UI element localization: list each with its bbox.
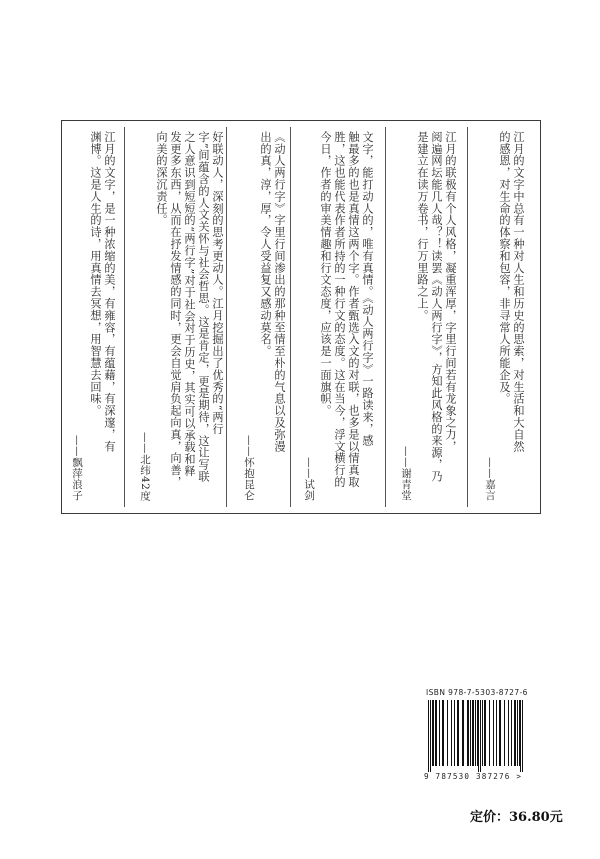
barcode-digits: 9 787530 387276 > — [424, 772, 523, 781]
column-divider — [290, 127, 291, 507]
quote-line: 江月的文字中总有一种对人生和历史的思索，对生活和大自然 — [512, 131, 525, 453]
barcode-bar — [499, 700, 501, 766]
quote-line: 江月的文字，是一种浓缩的美，有雍容，有蕴藉，有深邃，有 — [103, 131, 116, 453]
barcode-bar — [462, 700, 464, 766]
barcode-bar — [504, 700, 505, 766]
barcode-guard-bar — [520, 700, 521, 772]
barcode-guard-bar — [480, 700, 481, 772]
barcode-bar — [489, 700, 490, 766]
quote-line: 江月的联极有个人风格，凝重浑厚，字里行间若有龙象之力， — [444, 131, 457, 453]
quote-line: 阅遍网坛能几人哉？！读罢《动人两行字》，方知此风格的来源，乃 — [430, 131, 443, 483]
quote-line: 《动人两行字》字里行间渗出的那种至情至朴的气息以及弥漫 — [273, 131, 286, 453]
barcode-bar — [439, 700, 440, 766]
barcode-guard-bar — [428, 700, 429, 772]
quote-line: 出的真，淳，厚，令人受益复又感动莫名。 — [259, 131, 272, 358]
barcode-bar — [442, 700, 444, 766]
quote-author: ——飘萍浪子 — [71, 435, 83, 501]
barcode-bar — [477, 700, 478, 766]
quote-line: 字”间蕴含的人文关怀与社会哲思。这是肯定，更是期待，这让写联 — [197, 131, 210, 483]
barcode-guard-bar — [522, 700, 523, 772]
barcode-bar — [454, 700, 455, 766]
barcode-bar — [496, 700, 497, 766]
barcode-bar — [467, 700, 469, 766]
quotes-frame — [61, 120, 541, 514]
quote-line: 今日，作者的审美情趣和行文态度，应该是一面旗帜。 — [319, 131, 332, 417]
barcode-bar — [470, 700, 471, 766]
barcode-bar — [517, 700, 518, 766]
barcode-bar — [519, 700, 520, 766]
quote-line: 渊博。这是人生的诗，用真情去冥想，用智慧去回味。 — [89, 131, 102, 417]
isbn-barcode-block — [424, 688, 558, 788]
barcode-bar — [432, 700, 434, 766]
barcode-bar — [511, 700, 512, 766]
barcode-guard-bar — [430, 700, 431, 772]
quote-line: 是建立在读万卷书，行万里路之上。 — [416, 131, 429, 322]
barcode-bar — [472, 700, 474, 766]
barcode-bar — [475, 700, 476, 766]
quote-line: 发更多东西，从而在抒发情感的同时，更会自觉肩负起向真，向善， — [169, 131, 182, 488]
quote-line: 之人意识到短短的“两行字”对于社会对于历史，其实可以承载和释 — [183, 131, 196, 478]
column-divider — [226, 127, 227, 507]
isbn-label: ISBN 978-7-5303-8727-6 — [426, 688, 528, 697]
quote-line: 胜，这也能代表作者所持的一种行文的态度。这在当今，浮文横行的 — [333, 131, 346, 488]
quote-line: 触最多的也是真情这两个字。作者甄选入文的对联，也多是以情真取 — [347, 131, 360, 488]
barcode-bar — [451, 700, 452, 766]
quote-line: 的感恩，对生命的体察和包容，非寻常人所能企及。 — [498, 131, 511, 405]
barcode-bar — [484, 700, 486, 766]
quote-author: ——怀抱昆仑 — [243, 435, 255, 501]
column-divider — [124, 127, 125, 507]
barcode-bar — [435, 700, 437, 766]
quote-author: ——北纬42度 — [139, 431, 151, 501]
column-divider — [385, 127, 386, 507]
barcode — [426, 700, 556, 772]
quote-line: 文字，能打动人的，唯有真情。《动人两行字》一路读来，感 — [361, 131, 374, 447]
barcode-bar — [482, 700, 483, 766]
quote-author: ——试剑 — [303, 457, 315, 501]
barcode-bar — [447, 700, 448, 766]
quote-author: ——嘉言 — [484, 457, 496, 501]
barcode-bar — [508, 700, 509, 766]
column-divider — [467, 127, 468, 507]
barcode-bar — [514, 700, 516, 766]
barcode-guard-bar — [478, 700, 479, 772]
quote-author: ——谢青堂 — [400, 446, 412, 501]
quote-line: 好联动人，深刻的思考更动人。江月挖掘出了优秀的“两行 — [211, 131, 224, 435]
price-label: 定价：36.80元 — [470, 810, 563, 825]
barcode-bar — [493, 700, 494, 766]
barcode-bar — [457, 700, 459, 766]
quote-line: 向美的深沉责任。 — [155, 131, 168, 227]
